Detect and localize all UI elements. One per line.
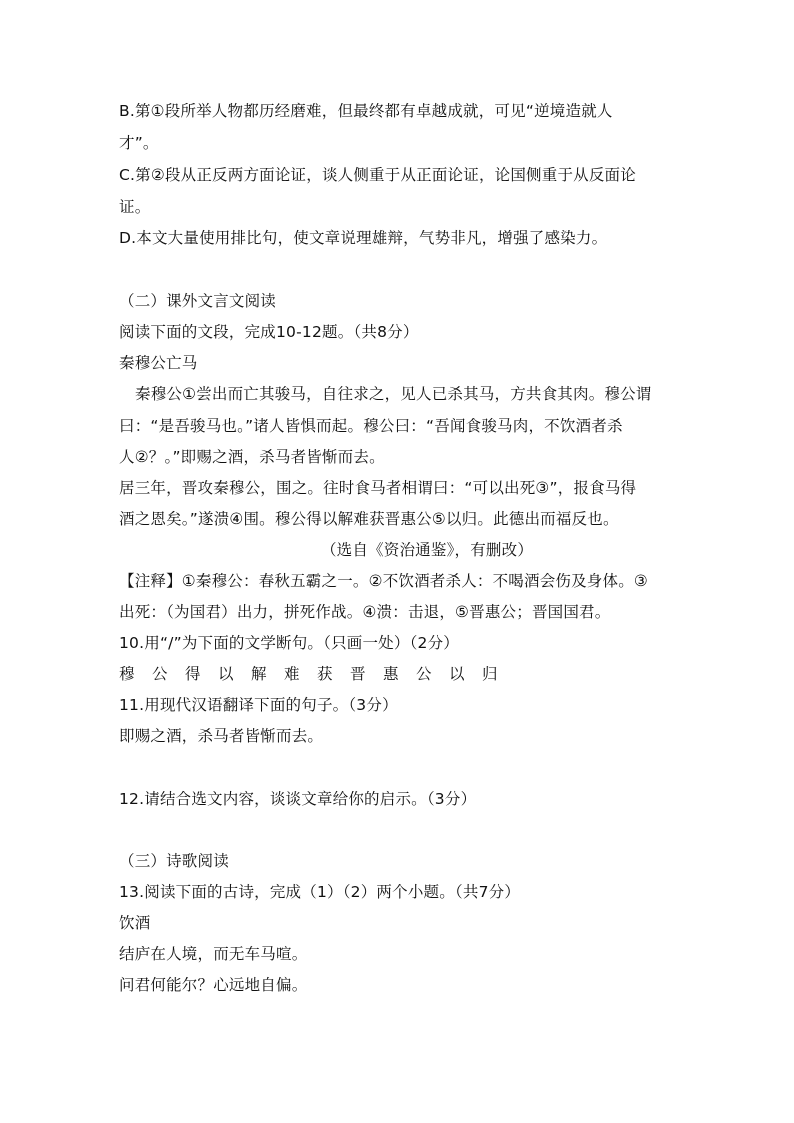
option-c-line1: C.第②段从正反两方面论证，谈人侧重于从正面论证，论国侧重于从反面论 [119,166,636,184]
passage-line-4: 居三年，晋攻秦穆公，围之。往时食马者相谓曰：“可以出死③”，报食马得 [119,479,637,497]
poem-line-2: 问君何能尔？心远地自偏。 [119,976,308,994]
option-d-line1: D.本文大量使用排比句，使文章说理雄辩，气势非凡，增强了感染力。 [119,229,608,247]
question-13: 13.阅读下面的古诗，完成（1）（2）两个小题。（共7分） [119,883,521,901]
section2-heading: （二）课外文言文阅读 [119,292,277,310]
option-b-line2: 才”。 [119,134,159,152]
question-11: 11.用现代汉语翻译下面的句子。（3分） [119,696,398,714]
section2-instruction: 阅读下面的文段，完成10-12题。（共8分） [119,323,419,341]
question-12: 12.请结合选文内容，谈谈文章给你的启示。（3分） [119,790,477,808]
passage-line-1: 秦穆公①尝出而亡其骏马，自往求之，见人已杀其马，方共食其肉。穆公谓 [135,385,652,403]
option-b-line1: B.第①段所举人物都历经磨难，但最终都有卓越成就，可见“逆境造就人 [119,102,613,120]
option-c-line2: 证。 [119,198,151,216]
poem-title: 饮酒 [119,914,151,932]
passage-line-2: 曰：“是吾骏马也。”诸人皆惧而起。穆公曰：“吾闻食骏马肉，不饮酒者杀 [119,417,623,435]
passage-title: 秦穆公亡马 [119,354,198,372]
section3-heading: （三）诗歌阅读 [119,852,229,870]
question-10: 10.用“/”为下面的文学断句。（只画一处）（2分） [119,634,459,652]
notes-line1: 【注释】①秦穆公：春秋五霸之一。②不饮酒者杀人：不喝酒会伤及身体。③ [119,572,648,590]
passage-line-5: 酒之恩矣。”遂溃④围。穆公得以解难获晋惠公⑤以归。此德出而福反也。 [119,510,619,528]
passage-line-3: 人②？。”即赐之酒，杀马者皆惭而去。 [119,448,385,466]
poem-line-1: 结庐在人境，而无车马喧。 [119,945,308,963]
passage-source: （选自《资治通鉴》，有删改） [320,541,534,559]
notes-line2: 出死：（为国君）出力，拼死作战。④溃：击退，⑤晋惠公；晋国国君。 [119,603,611,621]
question-11-text: 即赐之酒，杀马者皆惭而去。 [119,727,324,745]
question-10-text: 穆公得以解难获晋惠公以归 [119,665,516,683]
